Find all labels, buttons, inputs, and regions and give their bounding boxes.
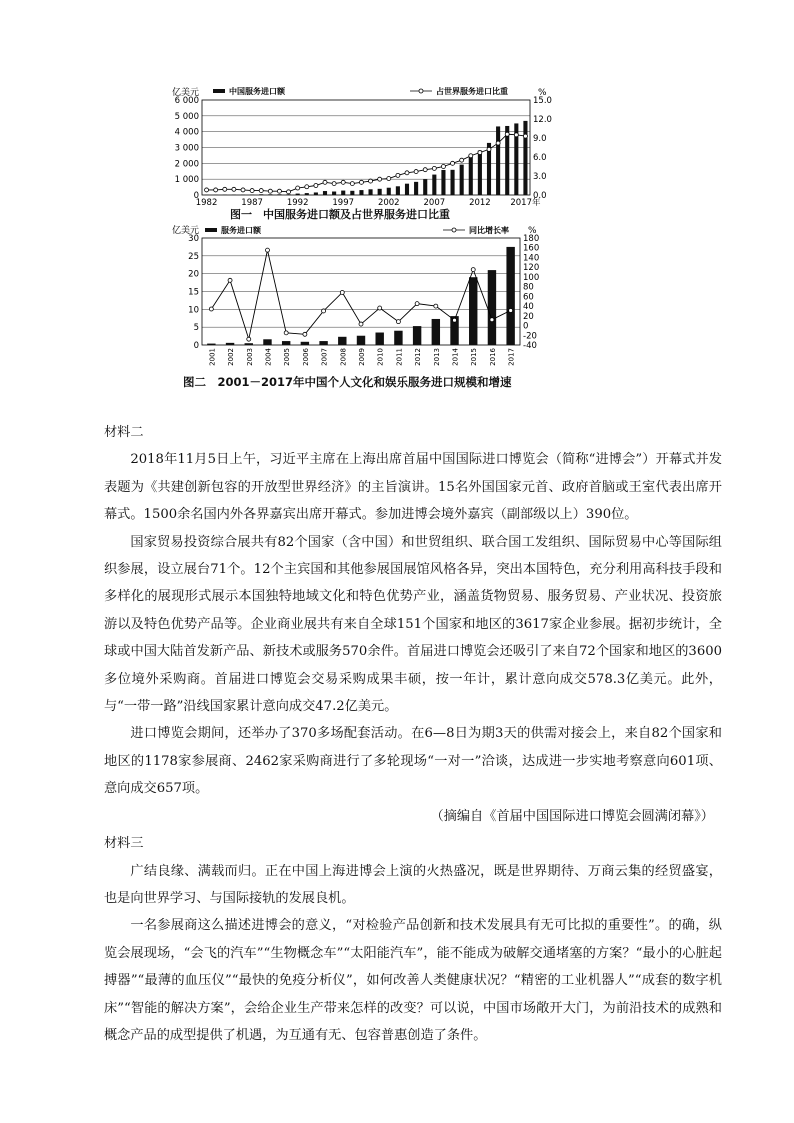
y-tick-label: 0 (193, 341, 199, 351)
material2-paragraph-2: 国家贸易投资综合展共有82个国家（含中国）和世贸组织、联合国工发组织、国际贸易中心等国际组织参展，设立展台71个。12个主宾国和其他参展国展馆风格各异，突出本国特色，充分利用高科技手段和多样化的展现形式展示本国独特地域文化和特色优势产业，涵盖货物贸易、服务贸易、产业状况、投资旅游以及特色优势产品等。企业商业展共有来自全球151个国家和地区的3617家企业参展。据初步统计，全球或中国大陆首发新产品、新技术或服务570余件。首届进口博览会还吸引了来自72个国家和地区的3600多位境外采购商。首届进口博览会交易采购成果丰硕，按一年计，累计意向成交578.3亿美元。此外，与“一带一路”沿线国家累计意向成交47.2亿美元。 (104, 534, 722, 715)
x-tick-label: 1992 (286, 198, 309, 208)
bar (496, 126, 500, 195)
line-point (209, 307, 213, 311)
y2-tick-label: -40 (523, 341, 537, 351)
legend-bar-swatch (213, 89, 225, 93)
line-point (214, 188, 218, 192)
y-tick-label: 3 000 (174, 143, 199, 154)
x-tick-label: 2012 (414, 348, 423, 366)
line-point (247, 337, 251, 341)
y2-tick-label: 20 (523, 311, 534, 322)
bar (432, 319, 440, 345)
line-point (469, 154, 473, 158)
legend-bar-label: 服务进口额 (221, 226, 261, 235)
bar (338, 337, 346, 345)
line-point (341, 180, 345, 184)
line-point (350, 182, 354, 186)
legend-line-marker (419, 89, 423, 93)
line-point (284, 331, 288, 335)
line-point (509, 308, 513, 312)
bar (323, 191, 327, 195)
line-point (396, 320, 400, 324)
legend-line-marker (452, 228, 456, 232)
y-tick-label: 4 000 (174, 127, 199, 138)
bar (378, 189, 382, 195)
line-point (259, 189, 263, 193)
bar (341, 191, 345, 195)
chart2-caption: 图二 2001－2017年中国个人文化和娱乐服务进口规模和增速 (183, 375, 512, 389)
x-tick-label: 2017年 (510, 198, 541, 208)
y-tick-label: 5 000 (174, 111, 199, 122)
x-tick-label: 2003 (245, 348, 254, 366)
y2-tick-label: 60 (523, 292, 534, 303)
bar (451, 170, 455, 195)
y-axis-unit: 亿美元 (172, 88, 200, 98)
line-point (496, 141, 500, 145)
line-point (303, 332, 307, 336)
figure-area (165, 80, 565, 410)
material2-source: （摘编自《首届中国国际进口博览会圆满闭幕》） (430, 808, 714, 824)
y2-tick-label: 120 (523, 263, 540, 274)
line-point (387, 177, 391, 181)
y2-tick-label: 160 (523, 243, 540, 254)
y-tick-label: 10 (188, 305, 199, 316)
bar (332, 192, 336, 195)
legend-bar-swatch (205, 228, 217, 232)
x-tick-label: 2011 (395, 348, 404, 366)
bar (282, 341, 290, 345)
bar (432, 175, 436, 195)
y2-tick-label: 180 (523, 234, 540, 244)
legend-bar-label: 中国服务进口额 (229, 87, 285, 96)
y2-axis-unit: % (538, 88, 547, 98)
bar (319, 341, 327, 345)
line-point (323, 180, 327, 184)
y2-tick-label: -20 (523, 331, 537, 342)
bar (268, 194, 272, 195)
material2-paragraph-1: 2018年11月5日上午，习近平主席在上海出席首届中国国际进口博览会（简称“进博会”）开幕式并发表题为《共建创新包容的开放型世界经济》的主旨演讲。15名外国国家元首、政府首脑或王室代表出席开幕式。1500余名国内外各界嘉宾出席开幕式。参加进博会境外嘉宾（副部级以上）390位。 (104, 452, 722, 523)
x-tick-label: 1982 (195, 198, 218, 208)
bar (460, 165, 464, 195)
line-point (359, 322, 363, 326)
line-point (405, 171, 409, 175)
line-point (441, 165, 445, 169)
bar (469, 156, 473, 195)
line-point (228, 278, 232, 282)
bar (394, 331, 402, 345)
y-tick-label: 30 (188, 234, 199, 244)
x-tick-label: 2017 (507, 348, 516, 366)
line-point (451, 161, 455, 165)
bar (263, 339, 271, 345)
bar (396, 186, 400, 195)
x-tick-label: 2001 (208, 348, 217, 366)
y-tick-label: 6 000 (174, 96, 199, 106)
bar (314, 192, 318, 195)
y2-tick-label: 3.0 (533, 172, 547, 182)
material2-paragraph-3: 进口博览会期间，还举办了370多场配套活动。在6—8日为期3天的供需对接会上，来自82个国家和地区的1178家参展商、2462家采购商进行了多轮现场“一对一”洽谈，达成进一步实地考察意向601项、意向成交657项。 (104, 726, 722, 797)
line-point (369, 179, 373, 183)
y-tick-label: 1 000 (174, 175, 199, 186)
y2-tick-label: 0.0 (533, 191, 547, 201)
line-point (487, 147, 491, 151)
y-tick-label: 5 (193, 323, 199, 334)
line-point (223, 187, 227, 191)
bar (296, 194, 300, 195)
bar (359, 190, 363, 195)
line-point (471, 268, 475, 272)
line-point (453, 318, 457, 322)
chart-service-imports (165, 80, 565, 220)
x-tick-label: 2015 (470, 348, 479, 366)
y2-tick-label: 40 (523, 302, 534, 313)
bar (259, 194, 263, 195)
bar (350, 191, 354, 195)
line-point (296, 186, 300, 190)
y2-tick-label: 80 (523, 282, 534, 293)
line-point (359, 180, 363, 184)
line-point (340, 290, 344, 294)
chart1-caption: 图一 中国服务进口额及占世界服务进口比重 (230, 208, 450, 221)
line-point (232, 187, 236, 191)
x-tick-label: 2005 (283, 348, 292, 366)
x-tick-label: 2002 (227, 348, 236, 366)
bar (277, 194, 281, 195)
line-point (523, 134, 527, 138)
bar (405, 184, 409, 195)
x-tick-label: 1997 (332, 198, 355, 208)
bar (301, 342, 309, 345)
x-tick-label: 2010 (376, 348, 385, 366)
bar (375, 333, 383, 345)
line-point (322, 309, 326, 313)
x-tick-label: 2007 (423, 198, 446, 208)
line-point (505, 132, 509, 136)
bar (207, 344, 215, 345)
bar (387, 188, 391, 195)
line-point (460, 158, 464, 162)
line-point (287, 190, 291, 194)
line-point (414, 170, 418, 174)
line-point (415, 302, 419, 306)
bar (469, 277, 477, 345)
material3-paragraph-1: 广结良缘、满载而归。正在中国上海进博会上演的火热盛况，既是世界期待、万商云集的经贸盛宴，也是向世界学习、与国际接轨的发展良机。 (104, 863, 722, 906)
line-point (378, 177, 382, 181)
y2-tick-label: 0 (523, 321, 529, 332)
x-tick-label: 2014 (451, 348, 460, 366)
x-tick-label: 2012 (469, 198, 491, 208)
line-point (314, 184, 318, 188)
x-tick-label: 2016 (488, 348, 497, 366)
x-tick-label: 2008 (339, 348, 348, 366)
bar (523, 121, 527, 195)
x-tick-label: 2009 (358, 348, 366, 366)
line-point (514, 133, 518, 137)
x-tick-label: 2006 (301, 348, 310, 366)
bar (287, 194, 291, 195)
bar (413, 326, 421, 345)
line-point (434, 304, 438, 308)
line-point (423, 168, 427, 172)
line-series (207, 134, 526, 192)
chart-culture-imports (165, 223, 565, 393)
line-point (265, 248, 269, 252)
bar (441, 170, 445, 195)
line-point (490, 318, 494, 322)
bar (488, 270, 496, 345)
line-point (478, 151, 482, 155)
bar (478, 151, 482, 195)
bar (226, 343, 234, 345)
line-point (205, 188, 209, 192)
material3-heading: 材料三 (104, 836, 144, 852)
y-tick-label: 2 000 (174, 159, 199, 170)
bar (245, 343, 253, 345)
y2-tick-label: 9.0 (533, 134, 547, 144)
line-point (332, 182, 336, 186)
bar (369, 189, 373, 195)
line-point (268, 189, 272, 193)
y2-tick-label: 12.0 (533, 115, 552, 125)
x-tick-label: 2013 (432, 348, 441, 366)
y-tick-label: 25 (188, 251, 199, 262)
line-point (250, 189, 254, 193)
y-tick-label: 0 (193, 191, 199, 201)
y2-tick-label: 6.0 (533, 153, 547, 163)
material3-paragraph-2: 一名参展商这么描述进博会的意义，“对检验产品创新和技术发展具有无可比拟的重要性”。的确，纵览会展现场，“会飞的汽车”“生物概念车”“太阳能汽车”，能不能成为破解交通堵塞的方案？“最小的心脏起搏器”“最薄的血压仪”“最快的免疫分析仪”，如何改善人类健康状况？“精密的工业机器人”“成套的数字机床”“智能的解决方案”，会给企业生产带来怎样的改变？可以说，中国市场敞开大门，为前沿技术的成熟和概念产品的成型提供了机遇，为互通有无、包容普惠创造了条件。 (104, 918, 722, 1043)
y2-tick-label: 15.0 (533, 96, 552, 106)
bar (357, 336, 365, 345)
x-tick-label: 1987 (241, 198, 263, 208)
bar (423, 179, 427, 195)
y-tick-label: 15 (188, 287, 199, 298)
line-point (432, 166, 436, 170)
document-body (104, 419, 722, 1049)
line-point (396, 173, 400, 177)
line-point (305, 185, 309, 189)
bar (506, 247, 514, 345)
y-tick-label: 20 (188, 269, 199, 280)
bar (414, 182, 418, 195)
line-point (241, 188, 245, 192)
bar (305, 193, 309, 195)
y2-tick-label: 100 (523, 272, 540, 283)
legend-line-label: 同比增长率 (469, 226, 509, 235)
y2-axis-unit: % (528, 226, 537, 236)
legend-line-label: 占世界服务进口比重 (436, 87, 508, 96)
x-tick-label: 2004 (264, 348, 273, 366)
material2-heading: 材料二 (104, 425, 144, 440)
x-tick-label: 2007 (320, 348, 329, 366)
line-point (277, 189, 281, 193)
line-point (378, 306, 382, 310)
x-tick-label: 2002 (377, 198, 400, 208)
y2-tick-label: 140 (523, 253, 540, 264)
y-axis-unit: 亿美元 (172, 226, 200, 236)
